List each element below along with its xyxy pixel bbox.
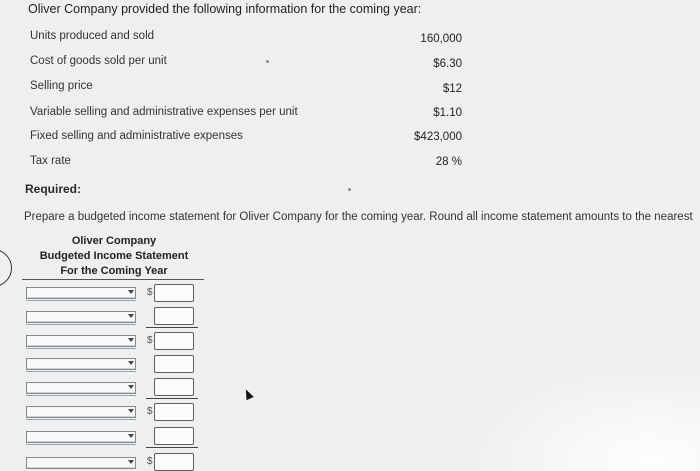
label-variable-sga: Variable selling and administrative expenses per unit [30,106,298,118]
select-underline [26,395,136,396]
label-cogs: Cost of goods sold per unit [30,55,167,67]
dollar-sign: $ [147,406,153,417]
required-heading: Required: [25,182,82,196]
statement-company: Oliver Company [71,235,157,247]
dust-dot [348,188,351,191]
instruction-text: Prepare a budgeted income statement for Oliver Company for the coming year. Round all income statement amounts to the nearest [24,211,693,223]
line-item-select-1[interactable] [26,287,136,299]
select-underline [26,324,136,325]
select-underline [26,419,136,420]
amount-input-4[interactable] [154,355,194,373]
question-indicator-arc [0,249,12,287]
value-variable-sga: $1.10 [433,107,462,119]
amount-input-2[interactable] [154,307,194,325]
label-selling-price: Selling price [30,80,93,92]
label-fixed-sga: Fixed selling and administrative expenses [30,130,243,142]
value-cogs: $6.30 [433,58,462,70]
line-item-select-7[interactable] [26,431,136,443]
line-item-select-6[interactable] [26,406,136,418]
line-item-select-3[interactable] [26,335,136,347]
screen-glare [460,361,700,471]
subtotal-line [146,398,198,399]
intro-text: Oliver Company provided the following information for the coming year: [28,2,422,16]
label-units: Units produced and sold [30,30,155,42]
chevron-down-icon [128,314,134,318]
chevron-down-icon [128,409,134,413]
statement-title: Budgeted Income Statement [39,250,189,262]
subtotal-line [146,327,198,328]
chevron-down-icon [128,338,134,342]
select-underline [26,444,136,445]
chevron-down-icon [128,290,134,294]
chevron-down-icon [128,434,134,438]
value-fixed-sga: $423,000 [414,131,462,143]
value-units: 160,000 [420,33,462,45]
amount-input-5[interactable] [154,378,194,396]
statement-period: For the Coming Year [60,265,168,277]
chevron-down-icon [128,385,134,389]
select-underline [26,371,136,372]
line-item-select-8[interactable] [26,457,136,469]
amount-input-3[interactable] [154,332,194,350]
value-tax-rate: 28 % [435,156,462,168]
amount-input-6[interactable] [154,403,194,421]
header-underline [22,279,204,280]
chevron-down-icon [128,361,134,365]
value-selling-price: $12 [442,83,462,95]
select-underline [26,300,136,301]
line-item-select-2[interactable] [26,311,136,323]
dollar-sign: $ [147,335,153,346]
dust-dot [266,60,269,63]
amount-input-1[interactable] [154,284,194,302]
line-item-select-4[interactable] [26,358,136,370]
amount-input-7[interactable] [154,427,194,445]
dollar-sign: $ [147,287,153,298]
chevron-down-icon [128,460,134,464]
select-underline [26,348,136,349]
label-tax-rate: Tax rate [30,155,71,167]
line-item-select-5[interactable] [26,382,136,394]
amount-input-8[interactable] [154,453,194,471]
dollar-sign: $ [147,456,153,467]
mouse-cursor-icon [242,388,253,400]
subtotal-line [146,447,198,448]
